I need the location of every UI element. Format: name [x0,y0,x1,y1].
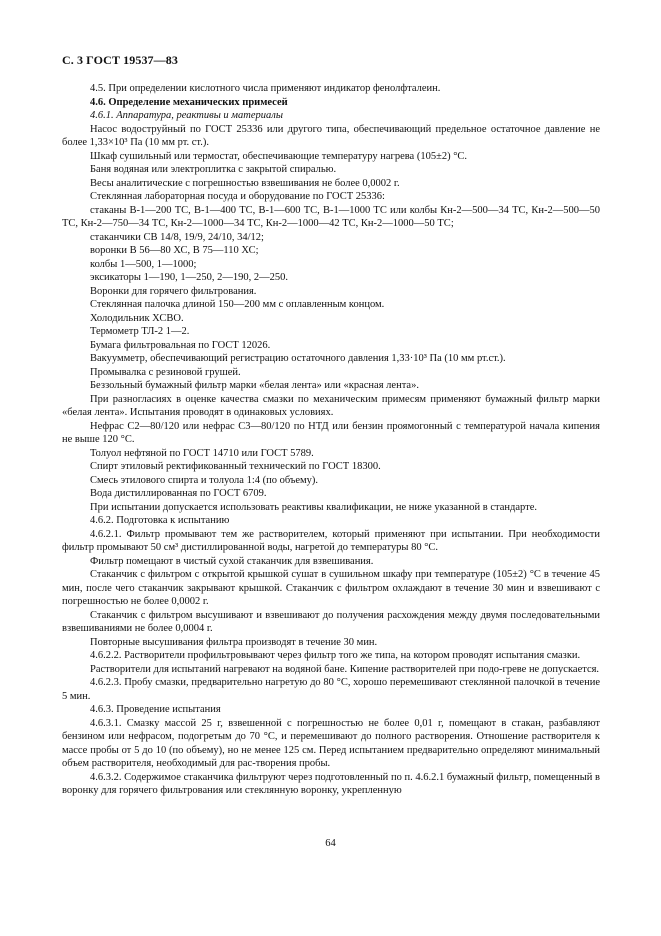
document-body [62,82,600,798]
paragraph: воронки В 56—80 ХС, В 75—110 ХС; [90,245,259,256]
paragraph: Нефрас С2—80/120 или нефрас С3—80/120 по НТД или бензин проямогонный с температурой начала кипения не выше 120 °С. [62,420,600,445]
paragraph: эксикаторы 1—190, 1—250, 2—190, 2—250. [90,272,288,283]
paragraph: стаканчики СВ 14/8, 19/9, 24/10, 34/12; [90,231,264,243]
paragraph: Шкаф сушильный или термостат, обеспечивающие температуру нагрева (105±2) °С. [90,150,468,162]
paragraph: Беззольный бумажный фильтр марки «белая лента» или «красная лента». [90,380,419,391]
paragraph-4-5: 4.5. При определении кислотного числа применяют индикатор фенолфталеин. [90,83,441,94]
paragraph: Бумага фильтровальная по ГОСТ 12026. [90,339,271,351]
paragraph: Холодильник ХСВО. [90,312,184,324]
paragraph: Вакуумметр, обеспечивающий регистрацию остаточного давления 1,33·10³ Па (10 мм рт.ст.). [90,353,506,364]
paragraph: Растворители для испытаний нагревают на водяной бане. Кипение растворителей при подо-греве не допускается. [90,663,600,675]
paragraph: Воронки для горячего фильтрования. [90,285,257,297]
paragraph: 4.6.3.2. Содержимое стаканчика фильтруют через подготовленный по п. 4.6.2.1 бумажный фильтр, помещенный в воронку для горячего фильтрования или стеклянную воронку, укрепленную [62,771,600,796]
section-heading-4-6: 4.6. Определение механических примесей [90,96,288,108]
paragraph: Толуол нефтяной по ГОСТ 14710 или ГОСТ 5789. [90,447,314,459]
paragraph: 4.6.2.1. Фильтр промывают тем же растворителем, который применяют при испытании. При необходимости фильтр промывают 50 см³ дистиллированной воды, нагретой до температуры 80 °С. [62,528,600,553]
paragraph: Насос водоструйный по ГОСТ 25336 или другого типа, обеспечивающий предельное остаточное давление не более 1,33×10³ Па (10 мм рт. ст.). [62,123,600,148]
subsection-heading-4-6-1: 4.6.1. Аппаратура, реактивы и материалы [90,110,283,121]
paragraph: стаканы В-1—200 ТС, В-1—400 ТС, В-1—600 ТС, В-1—1000 ТС или колбы Кн-2—500—34 ТС, Кн-2—500—50 ТС, Кн-2—750—34 ТС, Кн-2—1000—34 ТС, Кн-2—1000—42 ТС, Кн-2—1000—50 ТС; [62,204,600,229]
paragraph: Спирт этиловый ректификованный технический по ГОСТ 18300. [90,461,381,472]
paragraph: Стеклянная палочка длиной 150—200 мм с оплавленным концом. [90,299,385,310]
paragraph: Баня водяная или электроплитка с закрытой спиралью. [90,164,337,175]
paragraph: 4.6.3.1. Смазку массой 25 г, взвешенной с погрешностью не более 0,01 г, помещают в стакан, разбавляют бензином или нефрасом, подогретым до 70 °С, и перемешивают до полного растворения. Отношение растворителя к массе пробы от 5 до 10 (по объему), но не менее 125 см. Перед испытанием предварительно определяют минимальный объем растворителя, необходимый для рас-творения пробы. [62,717,600,769]
paragraph: 4.6.2.2. Растворители профильтровывают через фильтр того же типа, на котором проводят испытания смазки. [90,650,581,661]
paragraph: колбы 1—500, 1—1000; [90,258,197,270]
paragraph: Фильтр помещают в чистый сухой стаканчик для взвешивания. [90,555,374,567]
paragraph: Термометр ТЛ-2 1—2. [90,326,190,337]
paragraph: Стаканчик с фильтром высушивают и взвешивают до получения расхождения между двумя последовательными взвешиваниями не более 0,0004 г. [62,609,600,634]
paragraph: 4.6.2.3. Пробу смазки, предварительно нагретую до 80 °С, хорошо перемешивают стеклянной палочкой в течение 5 мин. [62,677,600,702]
subsection-heading-4-6-3: 4.6.3. Проведение испытания [90,704,221,715]
paragraph: Промывалка с резиновой грушей. [90,366,241,378]
paragraph: Весы аналитические с погрешностью взвешивания не более 0,0002 г. [90,177,400,189]
paragraph: Вода дистиллированная по ГОСТ 6709. [90,488,267,499]
page-number: 64 [325,838,336,849]
page-header: С. 3 ГОСТ 19537—83 [62,53,178,67]
paragraph: Повторные высушивания фильтра производят в течение 30 мин. [90,636,378,648]
paragraph: Смесь этилового спирта и толуола 1:4 (по объему). [90,474,319,486]
paragraph: Стаканчик с фильтром с открытой крышкой сушат в сушильном шкафу при температуре (105±2) °С в течение 45 мин, после чего стаканчик закрывают крышкой. Стаканчик с фильтром охлаждают в течение 30 мин и взвешивают с погрешностью не более 0,0002 г. [62,569,600,607]
paragraph: Стеклянная лабораторная посуда и оборудование по ГОСТ 25336: [90,191,385,202]
subsection-heading-4-6-2: 4.6.2. Подготовка к испытанию [90,515,230,526]
paragraph: При разногласиях в оценке качества смазки по механическим примесям применяют бумажный фильтр марки «белая лента». Испытания проводят в одинаковых условиях. [62,393,600,418]
paragraph: При испытании допускается использовать реактивы квалификации, не ниже указанной в стандарте. [90,501,538,513]
